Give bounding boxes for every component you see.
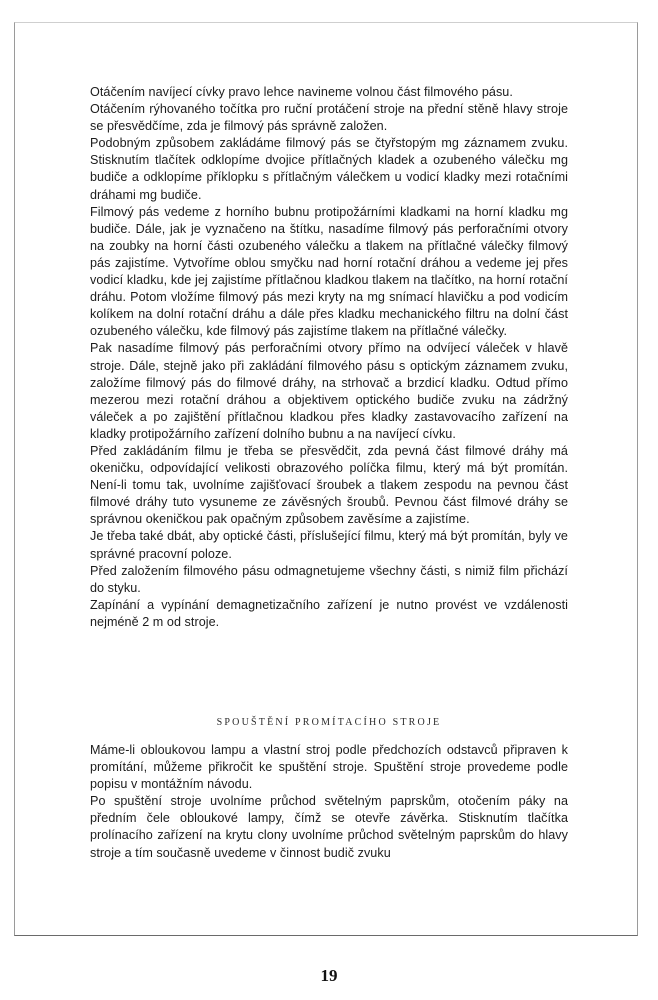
- paragraph-5: Pak nasadíme filmový pás perforačními otvory přímo na odvíjecí váleček v hlavě stroje. Dále, stejně jako při zakládání filmového pásu s optickým záznamem zvuku, založíme filmový pás do filmové dráhy, na strhovač a brzdicí kladku. Odtud přímo mezerou mezi rotační dráhou a objektivem optického budiče zvuku na zádržný váleček a po zajištění přítlačnou kladkou přes kladky zastavovacího zařízení na kladky protipožárního zařízení dolního bubnu a na navíjecí cívku.: [90, 341, 568, 441]
- paragraph-9: Zapínání a vypínání demagnetizačního zařízení je nutno provést ve vzdálenosti nejméně 2 m od stroje.: [90, 597, 568, 629]
- body-text-bottom: [90, 742, 568, 862]
- paragraph-11: Po spuštění stroje uvolníme průchod světelným paprskům, otočením páky na předním čele obloukové lampy, čímž se otevře závěrka. Stisknutím tlačítka prolínacího zařízení na krytu clony uvolníme průchod světelným paprskům do hlavy stroje a tím současně uvedeme v činnost budič zvuku: [90, 794, 568, 860]
- page-number: 19: [320, 966, 338, 985]
- section-heading: SPOUŠTĚNÍ PROMÍTACÍHO STROJE: [216, 717, 442, 728]
- paragraph-3: Podobným způsobem zakládáme filmový pás se čtyřstopým mg záznamem zvuku. Stisknutím tlačítek odklopíme dvojice přítlačných kladek a ozubeného válečku mg budiče a odklopíme příklopku s přítlačným válečkem u vodicí kladky mezi rotačními dráhami mg budiče.: [90, 136, 568, 202]
- paragraph-1: Otáčením navíjecí cívky pravo lehce navineme volnou část filmového pásu.: [90, 85, 513, 99]
- body-text-top: [90, 84, 568, 631]
- paragraph-4: Filmový pás vedeme z horního bubnu protipožárními kladkami na horní kladku mg budiče. Dále, jak je vyznačeno na štítku, nasadíme filmový pás perforačními otvory na zoubky na horní části ozubeného válečku a tlakem na přítlačné válečky filmový pás zajistíme. Vytvoříme oblou smyčku nad horní rotační dráhou a vedeme jej přes vodicí kladku, kde jej zajistíme přítlačnou kladkou tlakem na tlačítko, na horní rotační dráhu. Potom vložíme filmový pás mezi kryty na mg snímací hlavičku a pod vodicím kolíkem na dolní rotační dráhu a dále přes kladku mechanického filtru na dolní část ozubeného válečku, kde filmový pás zajistíme tlakem na přítlačné válečky.: [90, 204, 568, 339]
- paragraph-6: Před zakládáním filmu je třeba se přesvědčit, zda pevná část filmové dráhy má okeničku, odpovídající velikosti obrazového políčka filmu, který má být promítán. Není-li tomu tak, uvolníme zajišťovací šroubek a tlakem zespodu na pevnou část filmové dráhy tuto vysuneme ze závěsných šroubů. Pevnou část filmové dráhy se správnou okeničkou pak opačným způsobem zavěsíme a zajistíme.: [90, 443, 568, 527]
- paragraph-7: Je třeba také dbát, aby optické části, příslušející filmu, který má být promítán, byly ve správné pracovní poloze.: [90, 529, 568, 561]
- paragraph-2: Otáčením rýhovaného točítka pro ruční protáčení stroje na přední stěně hlavy stroje se přesvědčíme, zda je filmový pás správně založen.: [90, 102, 568, 134]
- paragraph-10: Máme-li obloukovou lampu a vlastní stroj podle předchozích odstavců připraven k promítání, můžeme přikročit ke spuštění stroje. Spuštění stroje provedeme podle popisu v montážním návodu.: [90, 743, 568, 792]
- paragraph-8: Před založením filmového pásu odmagnetujeme všechny části, s nimiž film přichází do styku.: [90, 563, 568, 595]
